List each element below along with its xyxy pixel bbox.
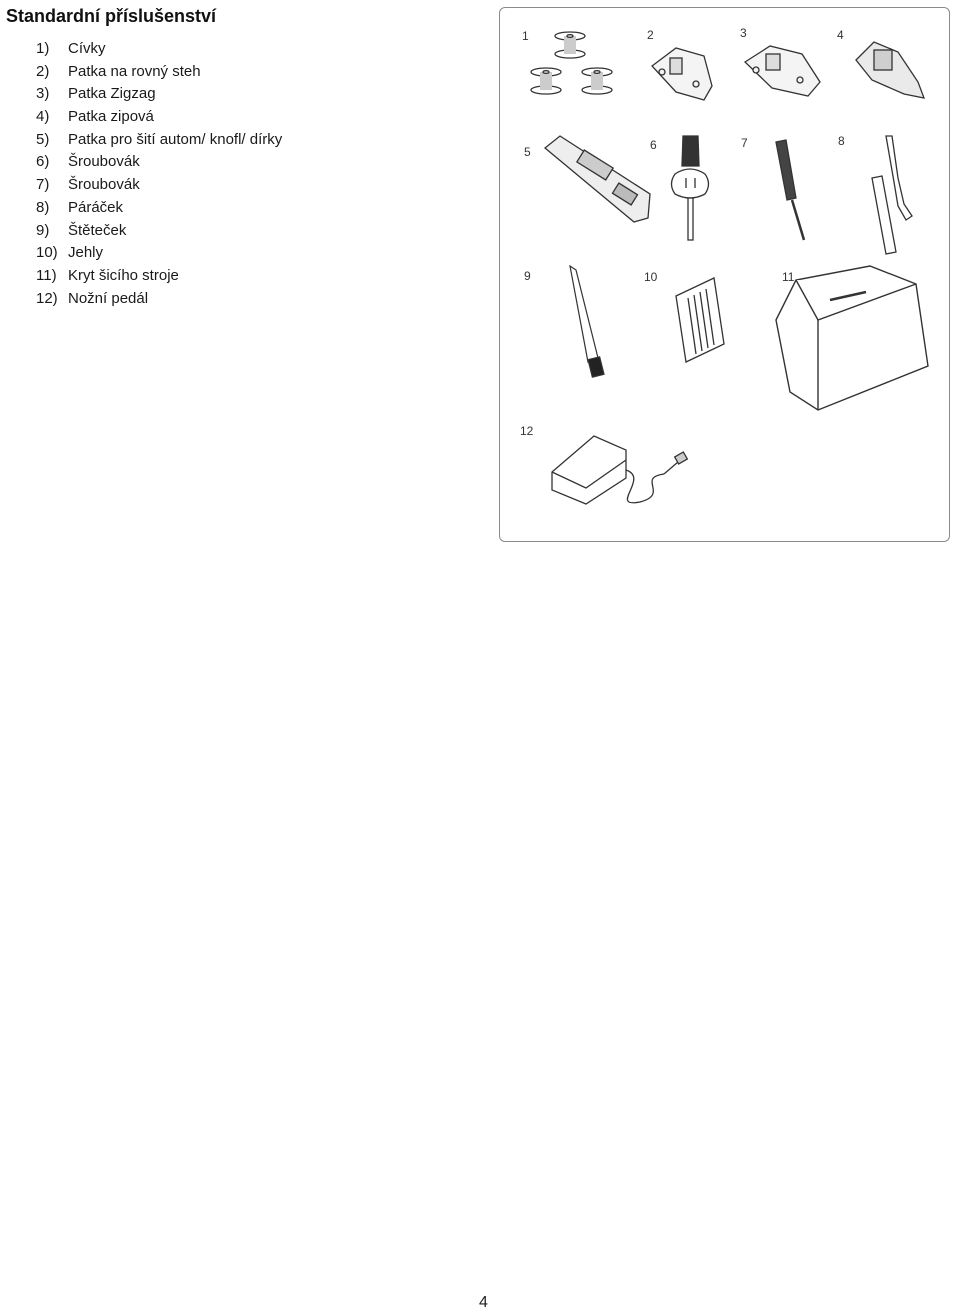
screwdriver-image xyxy=(776,140,804,240)
item-label: Páráček xyxy=(68,198,124,216)
figure-number: 12 xyxy=(520,424,534,438)
item-number: 8) xyxy=(36,198,50,216)
accessories-illustration xyxy=(499,7,950,542)
list-item xyxy=(36,106,282,129)
list-item xyxy=(36,288,282,311)
figure-number: 4 xyxy=(837,28,844,42)
list-item xyxy=(36,265,282,288)
list-item xyxy=(36,129,282,152)
item-label: Jehly xyxy=(68,244,104,262)
item-number: 12) xyxy=(36,289,58,307)
figure-number: 6 xyxy=(650,138,657,152)
list-item xyxy=(36,220,282,243)
figure-number: 3 xyxy=(740,26,747,40)
zipper-foot-image xyxy=(856,42,924,98)
figure-number: 1 xyxy=(522,29,529,43)
page-title: Standardní příslušenství xyxy=(6,6,217,26)
item-label: Patka na rovný steh xyxy=(68,62,201,80)
bobbins-image xyxy=(531,32,612,94)
item-label: Kryt šicího stroje xyxy=(68,266,179,284)
item-number: 1) xyxy=(36,40,50,57)
item-label: Nožní pedál xyxy=(68,289,149,307)
figure-number: 8 xyxy=(838,134,845,148)
seam-ripper-image xyxy=(872,136,912,254)
buttonhole-foot-image xyxy=(545,136,650,222)
item-number: 6) xyxy=(36,153,50,171)
figure-number: 7 xyxy=(741,136,748,150)
list-item xyxy=(36,174,282,197)
list-item xyxy=(36,151,282,174)
brush-image xyxy=(570,266,604,377)
figure-number: 2 xyxy=(647,28,654,42)
item-number: 9) xyxy=(36,221,50,239)
needles-image xyxy=(676,278,724,362)
item-label: Patka pro šití autom/ knofl/ dírky xyxy=(68,130,283,148)
item-label: Cívky xyxy=(68,40,106,57)
list-item xyxy=(36,38,282,61)
figure-number: 5 xyxy=(524,145,531,159)
accessory-list xyxy=(36,38,282,310)
item-label: Patka Zigzag xyxy=(68,85,156,103)
list-item xyxy=(36,242,282,265)
list-item xyxy=(36,197,282,220)
item-label: Šroubovák xyxy=(68,153,140,171)
item-label: Štěteček xyxy=(68,221,127,239)
figure-number: 11 xyxy=(782,270,795,284)
foot-pedal-image xyxy=(552,436,687,504)
item-number: 4) xyxy=(36,108,50,126)
item-number: 2) xyxy=(36,62,50,80)
item-number: 10) xyxy=(36,244,58,262)
machine-cover-image xyxy=(776,266,928,410)
page-number: 4 xyxy=(479,1294,488,1311)
item-number: 5) xyxy=(36,130,50,148)
straight-stitch-foot-image xyxy=(652,48,712,100)
list-item xyxy=(36,83,282,106)
item-label: Šroubovák xyxy=(68,176,140,194)
figure-number: 10 xyxy=(644,270,658,284)
zigzag-foot-image xyxy=(745,46,820,96)
item-number: 7) xyxy=(36,176,50,194)
item-number: 3) xyxy=(36,85,50,103)
small-screwdriver-image xyxy=(672,136,709,240)
item-label: Patka zipová xyxy=(68,108,154,126)
list-item xyxy=(36,61,282,84)
figure-number: 9 xyxy=(524,269,531,283)
item-number: 11) xyxy=(36,266,57,284)
